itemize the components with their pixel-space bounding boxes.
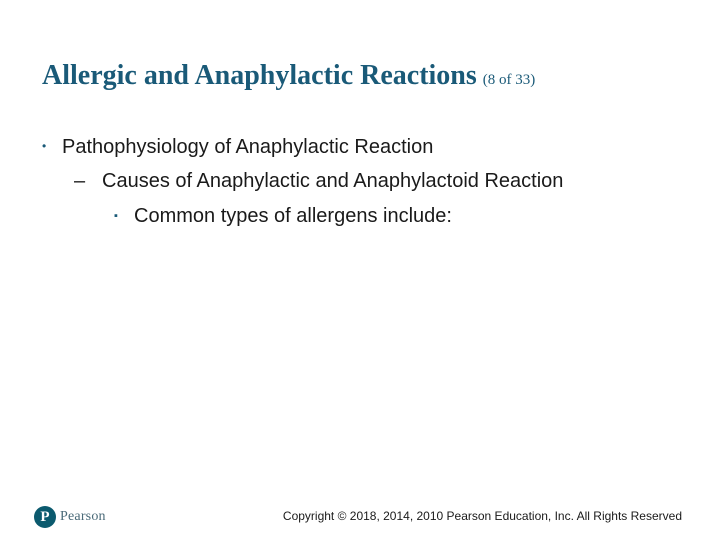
pearson-logo	[34, 505, 106, 529]
bullet-level-1-text: Pathophysiology of Anaphylactic Reaction	[62, 136, 434, 158]
bullet-level-2-text: Causes of Anaphylactic and Anaphylactoid Reaction	[102, 170, 564, 192]
slide-counter: (8 of 33)	[482, 72, 536, 88]
pearson-logo-icon: P	[34, 506, 56, 528]
slide-title-text: Allergic and Anaphylactic Reactions	[42, 60, 477, 91]
pearson-logo-wordmark: Pearson	[60, 509, 106, 524]
bullet-level-3	[114, 205, 452, 228]
copyright-notice: Copyright © 2018, 2014, 2010 Pearson Education, Inc. All Rights Reserved	[282, 509, 682, 523]
bullet-level-2	[74, 170, 563, 193]
bullet-square-icon: ▪	[114, 210, 118, 222]
bullet-level-1	[42, 136, 433, 159]
bullet-dot-icon: •	[42, 139, 47, 153]
bullet-dash-icon: –	[74, 170, 86, 192]
bullet-level-3-text: Common types of allergens include:	[134, 205, 452, 227]
